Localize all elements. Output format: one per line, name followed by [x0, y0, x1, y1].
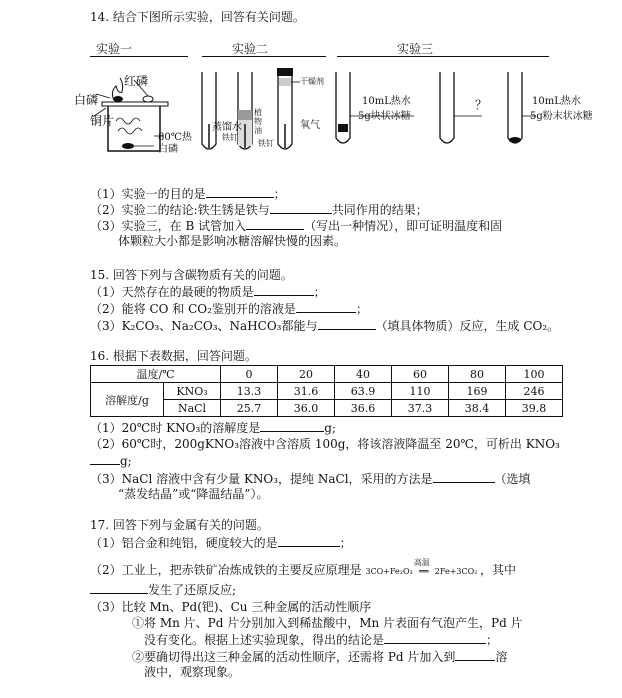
q16-3-cont: “蒸发结晶”或“降温结晶”）。 [118, 487, 269, 501]
q14-1-blank[interactable] [206, 186, 274, 198]
table-row [91, 383, 563, 400]
value-cell: 31.6 [278, 383, 335, 400]
temp-cell: 40 [335, 366, 392, 383]
q15-title: 15. 回答下列与含碳物质有关的问题。 [90, 268, 293, 282]
q15-3-blank[interactable] [318, 318, 376, 330]
q17-3-1: ①将 Mn 片、Pd 片分别加入到稀盐酸中，Mn 片表面有气泡产生，Pd 片 [132, 616, 523, 630]
substance-cell: KNO₃ [164, 383, 221, 400]
q17-2: （2）工业上，把赤铁矿冶炼成铁的主要反应原理是 3CO+Fe₂O₃ 高温 ══ 2Fe+3CO₂ ，其中 [90, 558, 516, 577]
value-cell: 169 [449, 383, 506, 400]
q16-3: （3）NaCl 溶液中含有少量 KNO₃，提纯 NaCl，采用的方法是 （选填 [90, 472, 531, 486]
question-mark-label: ？ [475, 98, 488, 112]
value-cell: 110 [392, 383, 449, 400]
white-phosphorus-label: 白磷 [74, 93, 99, 107]
hot-water-label: 80℃热 [158, 132, 192, 143]
value-cell: 63.9 [335, 383, 392, 400]
q17-1-blank[interactable] [278, 535, 340, 547]
q16-1: （1）20℃时 KNO₃的溶解度是 g; [90, 421, 336, 435]
distilled-water-label: 蒸馏水 [212, 122, 242, 133]
q17-3-2: ②要确切得出这三种金属的活动性顺序，还需将 Pd 片加入到 溶 [132, 650, 508, 664]
hot-water-label-2: 10mL热水 [532, 96, 581, 107]
q14-1: （1）实验一的目的是 ； [90, 187, 286, 201]
value-cell: 13.3 [221, 383, 278, 400]
q14-title: 14. 结合下图所示实验，回答有关问题。 [90, 10, 305, 24]
value-cell: 246 [506, 383, 563, 400]
q14-3-cont: 体颗粒大小都是影响冰糖溶解快慢的因素。 [118, 234, 347, 248]
red-phosphorus-label: 红磷 [124, 74, 149, 88]
q17-3-1-cont: 没有变化。根据上述实验现象，得出的结论是 ； [144, 633, 499, 647]
white-phosphorus-bottom-label: 白磷 [158, 144, 178, 155]
temp-cell: 0 [221, 366, 278, 383]
copper-label: 铜片 [90, 114, 115, 128]
block-sugar-label: 5g块状冰糖 [358, 111, 411, 122]
plant-oil-label: 植物油 [254, 108, 262, 135]
iron-nail-label-2: 铁钉 [258, 139, 274, 148]
q17-2-cont: 发生了还原反应; [90, 582, 236, 597]
value-cell: 25.7 [221, 400, 278, 417]
q16-1-blank[interactable] [260, 420, 324, 432]
powder-sugar-label: 5g粉末状冰糖 [530, 111, 593, 122]
q17-1: （1）铝合金和纯铝，硬度较大的是 ； [90, 536, 352, 550]
q15-1: （1）天然存在的最硬的物质是 ； [90, 285, 326, 299]
q17-2-blank[interactable] [90, 582, 148, 594]
value-cell: 36.0 [278, 400, 335, 417]
substance-cell: NaCl [164, 400, 221, 417]
desiccant-label: 干燥剂 [300, 77, 324, 86]
temp-cell: 20 [278, 366, 335, 383]
q16-2-blank[interactable] [90, 453, 120, 465]
q17-3-2-blank[interactable] [455, 649, 495, 661]
iron-nail-label-1: 铁钉 [222, 133, 238, 142]
q15-2: （2）能将 CO 和 CO₂鉴别开的溶液是 ； [90, 302, 368, 316]
solubility-header: 溶解度/g [91, 383, 164, 417]
solubility-table [90, 365, 563, 417]
reaction-equation: 3CO+Fe₂O₃ 高温 ══ 2Fe+3CO₂ [365, 558, 478, 576]
q14-2: （2）实验二的结论:铁生锈是铁与 共同作用的结果； [90, 203, 428, 217]
q17-title: 17. 回答下列与金属有关的问题。 [90, 518, 269, 532]
value-cell: 37.3 [392, 400, 449, 417]
q17-3-2-cont: 液中，观察现象。 [144, 665, 241, 679]
q15-3: （3）K₂CO₃、Na₂CO₃、NaHCO₃都能与 （填具体物质）反应，生成 CO₂。 [90, 319, 560, 333]
q15-1-blank[interactable] [254, 284, 314, 296]
value-cell: 36.6 [335, 400, 392, 417]
hot-water-label-1: 10mL热水 [362, 96, 411, 107]
exp1-label: 实验一 [96, 42, 133, 56]
temp-cell: 100 [506, 366, 563, 383]
temp-cell: 60 [392, 366, 449, 383]
exp1-underline [90, 56, 188, 57]
temp-cell: 80 [449, 366, 506, 383]
exp2-underline [202, 56, 326, 57]
q16-3-blank[interactable] [433, 471, 495, 483]
q16-2-cont: g; [90, 453, 132, 468]
q14-2-blank[interactable] [270, 202, 332, 214]
q16-title: 16. 根据下表数据，回答问题。 [90, 349, 257, 363]
temp-header: 温度/℃ [91, 366, 221, 383]
q14-3: （3）实验三，在 B 试管加入 （写出一种情况），即可证明温度和固 [90, 219, 503, 233]
q16-2: （2）60℃时，200gKNO₃溶液中含溶质 100g，将该溶液降温至 20℃，可析出 KNO₃ [90, 437, 560, 451]
value-cell: 38.4 [449, 400, 506, 417]
table-row [91, 366, 563, 383]
q17-3-1-blank[interactable] [384, 632, 486, 644]
oxygen-label: 氧气 [300, 120, 320, 131]
exp3-label: 实验三 [397, 42, 434, 56]
q15-2-blank[interactable] [296, 301, 356, 313]
q14-3-blank[interactable] [246, 218, 304, 230]
exp2-label: 实验二 [232, 42, 269, 56]
value-cell: 39.8 [506, 400, 563, 417]
exp3-underline [337, 56, 549, 57]
q17-3-title: （3）比较 Mn、Pd(钯)、Cu 三种金属的活动性顺序 [90, 600, 372, 614]
